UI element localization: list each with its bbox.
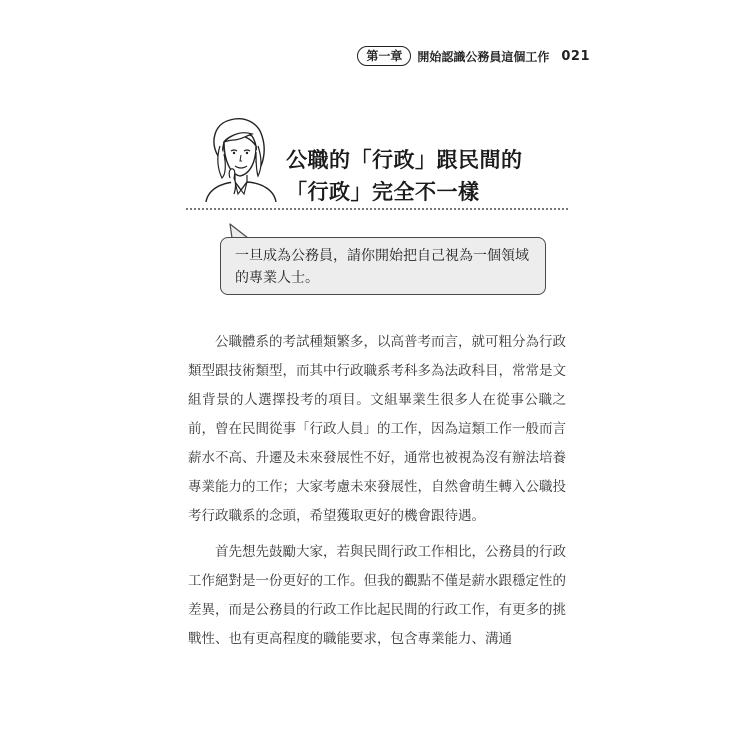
section-title-line-1: 公職的「行政」跟民間的: [286, 148, 523, 172]
dotted-divider: [186, 208, 568, 210]
section-title-block: [188, 112, 568, 210]
body-paragraph-1-text: 公職體系的考試種類繁多，以高普考而言，就可粗分為行政類型跟技術類型，而其中行政職系考科多為法政科目，常常是文組背景的人選擇投考的項目。文組畢業生很多人在從事公職之前，曾在民間從事「行政人員」的工作，因為這類工作一般而言薪水不高、升遷及未來發展性不好，通常也被視為沒有辦法培養專業能力的工作；大家考慮未來發展性，自然會萌生轉入公職投考行政職系的念頭，希望獲取更好的機會跟待遇。: [188, 334, 566, 524]
chapter-label: 第一章: [357, 46, 411, 66]
body-paragraph-1: [188, 328, 566, 531]
body-paragraph-2: [188, 538, 566, 654]
section-title: [286, 144, 523, 208]
woman-illustration-icon: [200, 112, 280, 202]
chapter-title: 開始認識公務員這個工作: [417, 49, 550, 64]
page-number: 021: [561, 48, 590, 64]
running-header: [357, 46, 590, 66]
body-paragraph-2-text: 首先想先鼓勵大家，若與民間行政工作相比，公務員的行政工作絕對是一份更好的工作。但我的觀點不僅是薪水跟穩定性的差異，而是公務員的行政工作比起民間的行政工作，有更多的挑戰性、也有更高程度的職能要求，包含專業能力、溝通: [188, 544, 566, 647]
key-point-callout: 一旦成為公務員，請你開始把自己視為一個領域的專業人士。: [220, 237, 546, 295]
section-title-line-2: 「行政」完全不一樣: [286, 180, 480, 204]
